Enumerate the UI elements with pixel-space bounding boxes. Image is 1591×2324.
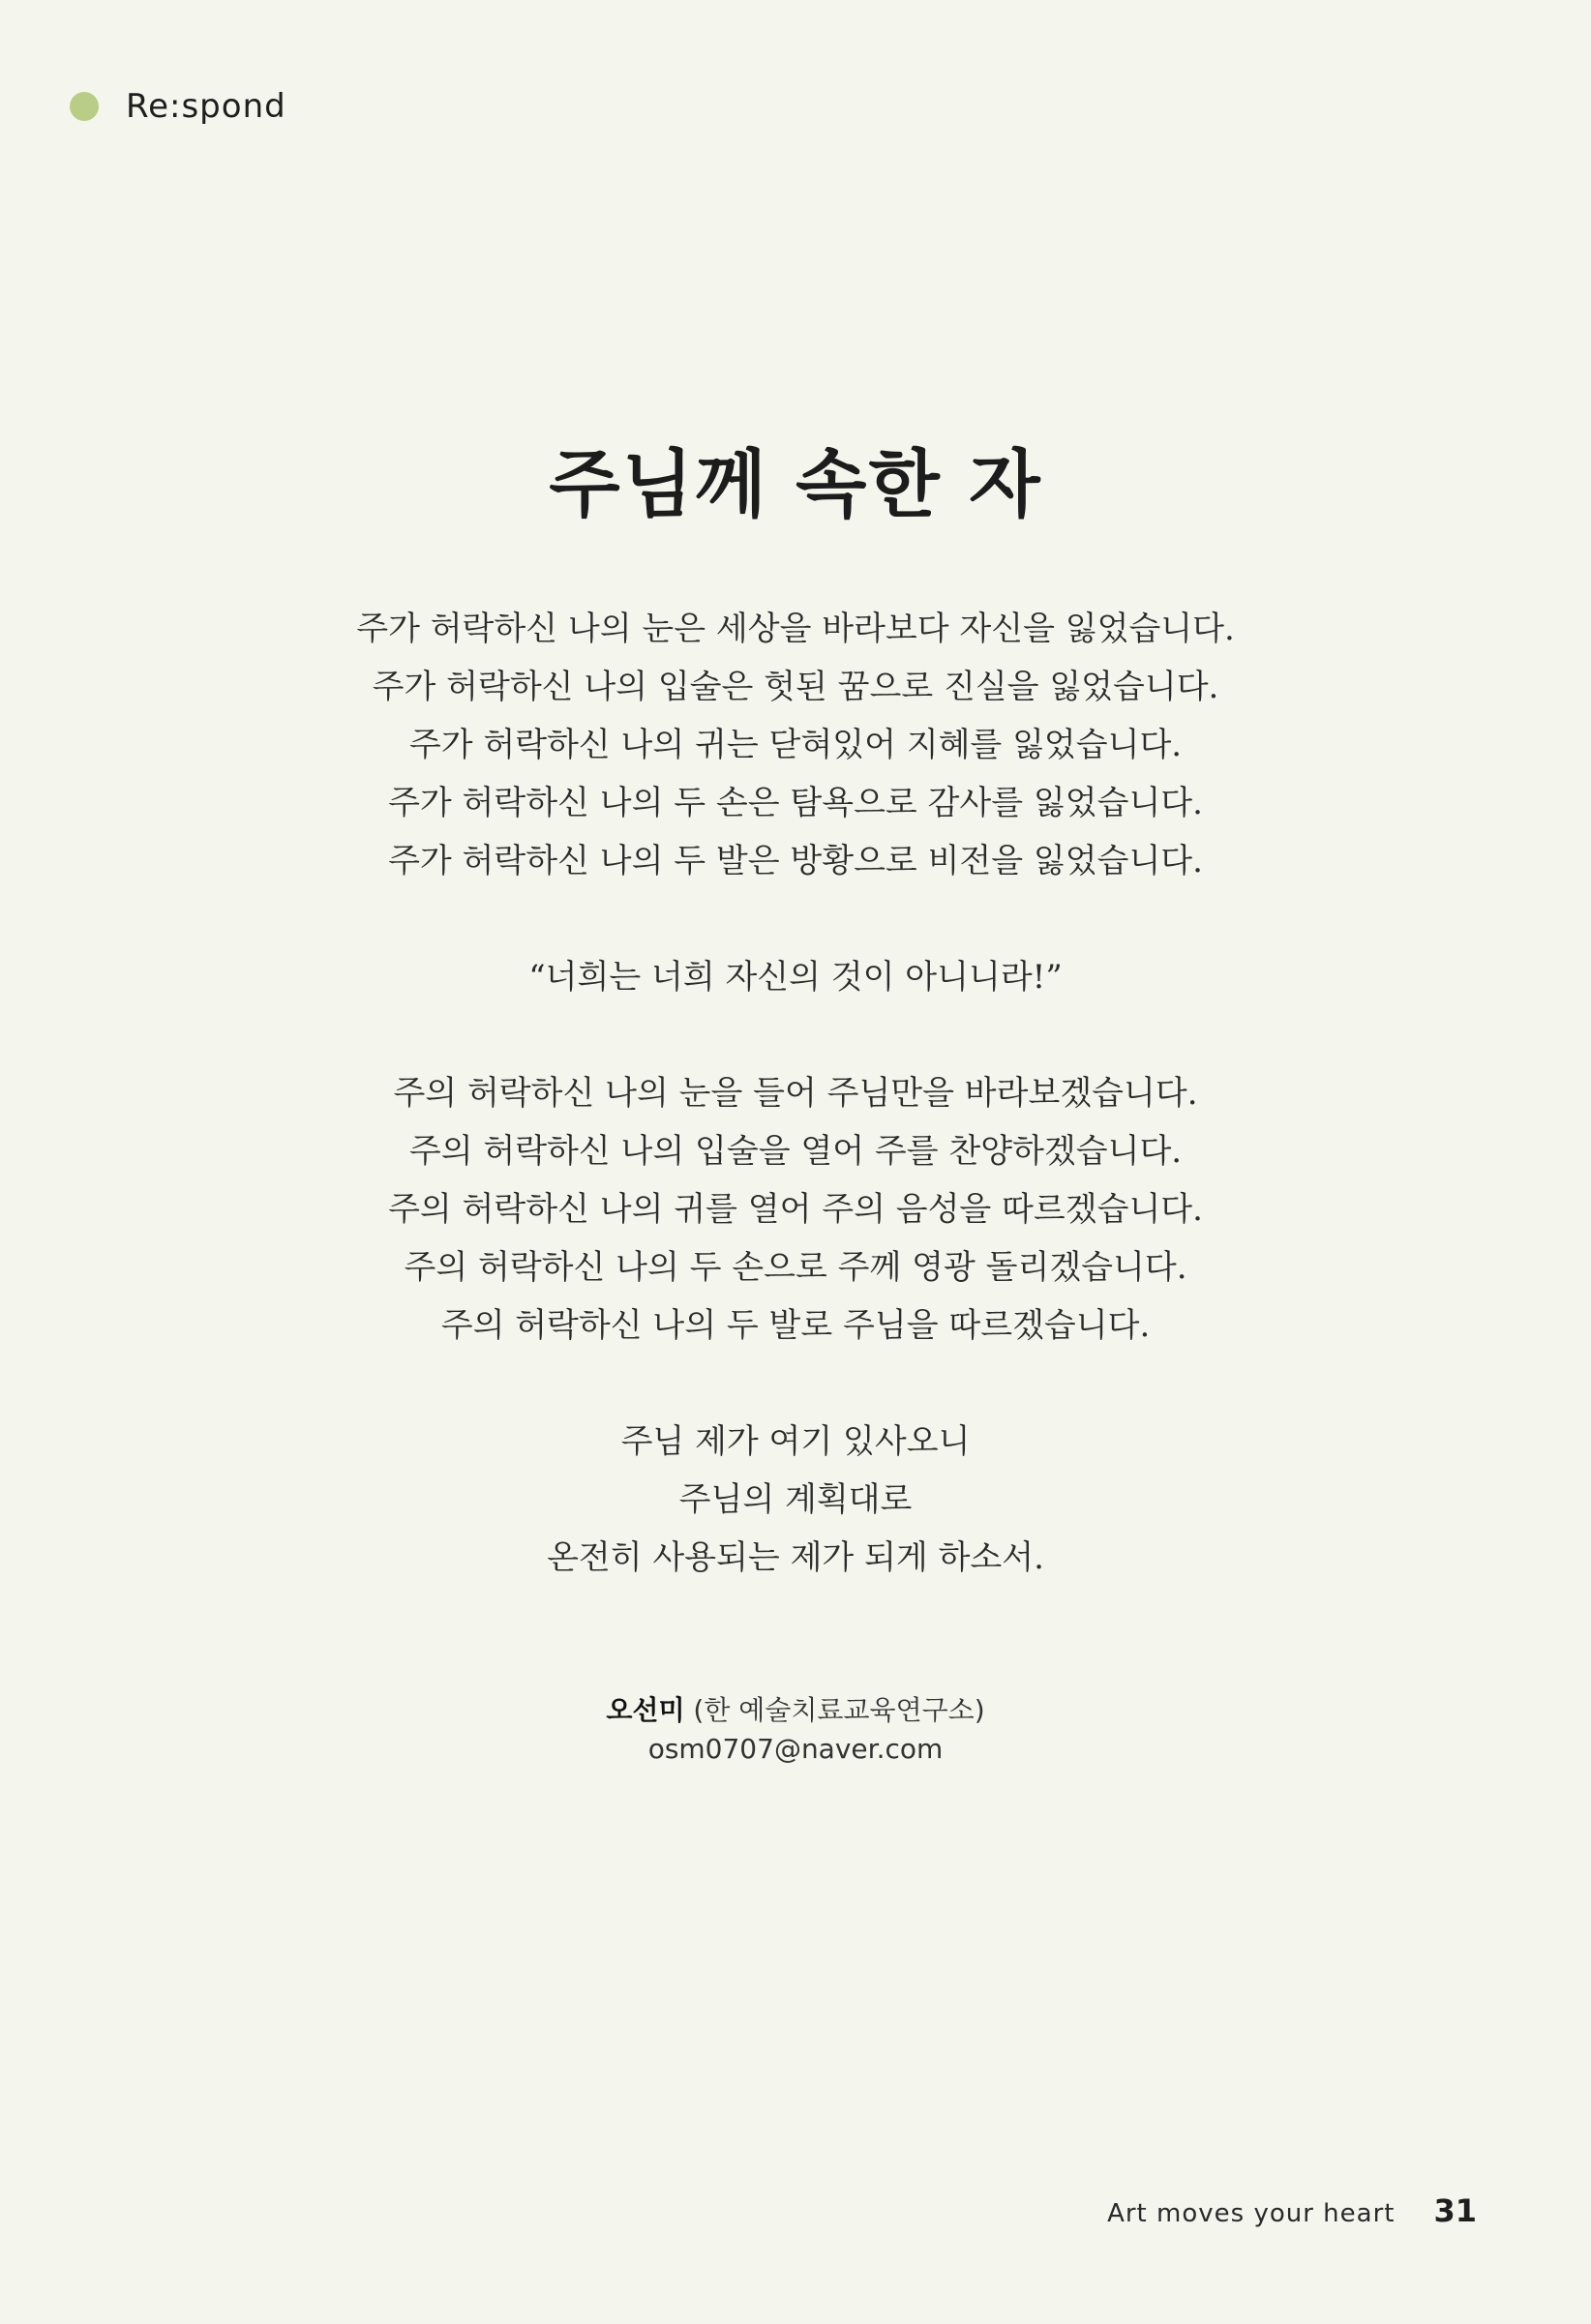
poem-stanza [0,1064,1591,1355]
poem-line: 주가 허락하신 나의 두 손은 탐욕으로 감사를 잃었습니다. [388,784,1203,822]
page-number: 31 [1433,2192,1477,2229]
poem-stanza [0,600,1591,890]
poem-line: 주의 허락하신 나의 입술을 열어 주를 찬양하겠습니다. [408,1132,1183,1171]
footer-tagline: Art moves your heart [1107,2199,1396,2228]
section-dot-icon [70,92,99,121]
page-footer [1107,2192,1477,2229]
poem-line: 온전히 사용되는 제가 되게 하소서. [547,1538,1044,1577]
author-name: 오선미 [606,1694,685,1726]
poem-stanza [0,1413,1591,1587]
poem-quote-line: “너희는 너희 자신의 것이 아니니라!” [528,958,1063,997]
poem-title: 주님께 속한 자 [549,441,1042,527]
poem-line: 주가 허락하신 나의 입술은 헛된 꿈으로 진실을 잃었습니다. [372,668,1219,706]
section-header [70,87,286,126]
poem-body [0,600,1591,1645]
poem-line: 주의 허락하신 나의 두 발로 주님을 따르겠습니다. [440,1306,1151,1345]
poem-line: 주가 허락하신 나의 귀는 닫혀있어 지혜를 잃었습니다. [408,726,1183,764]
poem-line: 주님 제가 여기 있사오니 [620,1422,971,1461]
author-affiliation: (한 예술치료교육연구소) [693,1694,985,1726]
section-label: Re:spond [126,87,286,126]
author-email: osm0707@naver.com [647,1733,944,1765]
poem-line: 주님의 계획대로 [678,1480,913,1519]
poem-line: 주의 허락하신 나의 눈을 들어 주님만을 바라보겠습니다. [393,1074,1198,1113]
poem-line: 주의 허락하신 나의 귀를 열어 주의 음성을 따르겠습니다. [388,1190,1203,1229]
poem-stanza [0,948,1591,1006]
poem-line: 주가 허락하신 나의 눈은 세상을 바라보다 자신을 잃었습니다. [356,610,1235,648]
author-credit [0,1691,1591,1769]
poem-line: 주의 허락하신 나의 두 손으로 주께 영광 돌리겠습니다. [404,1248,1187,1287]
poem-line: 주가 허락하신 나의 두 발은 방황으로 비전을 잃었습니다. [388,842,1203,880]
author-line [0,1691,1591,1730]
